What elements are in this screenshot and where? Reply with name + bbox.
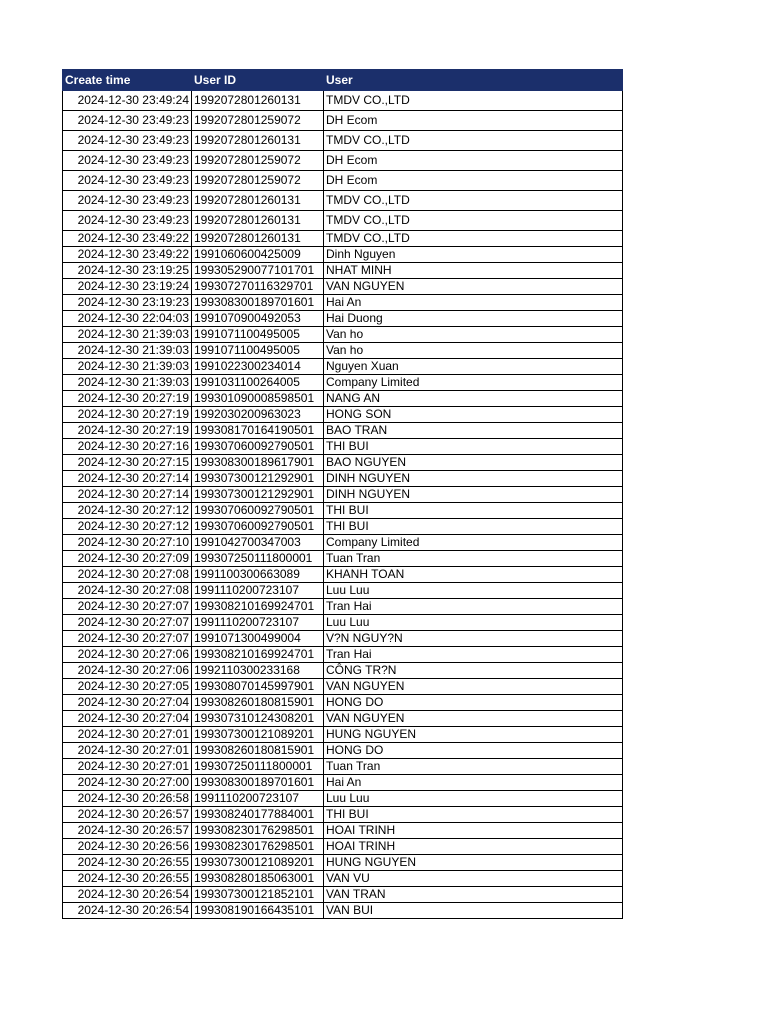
table-row[interactable] (63, 171, 623, 191)
table-row[interactable] (63, 327, 623, 343)
cell-create-time[interactable]: 2024-12-30 21:39:03 (63, 375, 192, 391)
column-header-user[interactable]: User (324, 70, 623, 91)
cell-user-id[interactable]: 1992072801259072 (192, 111, 324, 131)
cell-create-time[interactable]: 2024-12-30 22:04:03 (63, 311, 192, 327)
table-row[interactable] (63, 359, 623, 375)
cell-create-time[interactable]: 2024-12-30 23:19:23 (63, 295, 192, 311)
cell-user[interactable]: Hai An (324, 775, 623, 791)
table-row[interactable] (63, 471, 623, 487)
cell-create-time[interactable]: 2024-12-30 23:49:23 (63, 211, 192, 231)
table-row[interactable] (63, 647, 623, 663)
table-row[interactable] (63, 295, 623, 311)
cell-user-id[interactable]: 199307300121089201 (192, 855, 324, 871)
cell-user[interactable]: Tuan Tran (324, 759, 623, 775)
cell-user-id[interactable]: 199308260180815901 (192, 743, 324, 759)
cell-user-id[interactable]: 1992072801260131 (192, 91, 324, 111)
table-row[interactable] (63, 695, 623, 711)
table-row[interactable] (63, 759, 623, 775)
cell-user-id[interactable]: 1991100300663089 (192, 567, 324, 583)
cell-user[interactable]: HUNG NGUYEN (324, 855, 623, 871)
cell-user-id[interactable]: 1991110200723107 (192, 791, 324, 807)
cell-user[interactable]: Tuan Tran (324, 551, 623, 567)
cell-create-time[interactable]: 2024-12-30 20:27:06 (63, 647, 192, 663)
cell-user[interactable]: Tran Hai (324, 599, 623, 615)
table-row[interactable] (63, 855, 623, 871)
cell-user-id[interactable]: 1992110300233168 (192, 663, 324, 679)
table-row[interactable] (63, 727, 623, 743)
cell-user-id[interactable]: 1991071100495005 (192, 327, 324, 343)
cell-user-id[interactable]: 1992030200963023 (192, 407, 324, 423)
cell-user-id[interactable]: 1992072801260131 (192, 211, 324, 231)
cell-create-time[interactable]: 2024-12-30 23:49:23 (63, 151, 192, 171)
cell-user[interactable]: DH Ecom (324, 111, 623, 131)
cell-user[interactable]: TMDV CO.,LTD (324, 231, 623, 247)
cell-create-time[interactable]: 2024-12-30 20:26:57 (63, 823, 192, 839)
cell-user-id[interactable]: 1992072801260131 (192, 231, 324, 247)
cell-create-time[interactable]: 2024-12-30 20:26:54 (63, 887, 192, 903)
cell-create-time[interactable]: 2024-12-30 20:27:05 (63, 679, 192, 695)
cell-user[interactable]: HOAI TRINH (324, 839, 623, 855)
cell-create-time[interactable]: 2024-12-30 21:39:03 (63, 327, 192, 343)
cell-user-id[interactable]: 199308230176298501 (192, 823, 324, 839)
table-row[interactable] (63, 663, 623, 679)
cell-user-id[interactable]: 199307300121292901 (192, 487, 324, 503)
cell-create-time[interactable]: 2024-12-30 21:39:03 (63, 359, 192, 375)
cell-create-time[interactable]: 2024-12-30 20:27:08 (63, 567, 192, 583)
cell-create-time[interactable]: 2024-12-30 20:27:15 (63, 455, 192, 471)
cell-user[interactable]: THI BUI (324, 807, 623, 823)
cell-user[interactable]: Luu Luu (324, 615, 623, 631)
cell-user[interactable]: HONG DO (324, 695, 623, 711)
cell-user[interactable]: Luu Luu (324, 583, 623, 599)
cell-user[interactable]: DINH NGUYEN (324, 471, 623, 487)
cell-user[interactable]: DH Ecom (324, 171, 623, 191)
cell-create-time[interactable]: 2024-12-30 20:27:06 (63, 663, 192, 679)
cell-create-time[interactable]: 2024-12-30 23:49:24 (63, 91, 192, 111)
table-row[interactable] (63, 631, 623, 647)
cell-create-time[interactable]: 2024-12-30 20:27:04 (63, 695, 192, 711)
cell-user-id[interactable]: 199308170164190501 (192, 423, 324, 439)
table-row[interactable] (63, 151, 623, 171)
cell-user[interactable]: TMDV CO.,LTD (324, 191, 623, 211)
cell-create-time[interactable]: 2024-12-30 23:49:23 (63, 191, 192, 211)
cell-create-time[interactable]: 2024-12-30 20:26:54 (63, 903, 192, 919)
table-row[interactable] (63, 519, 623, 535)
cell-user-id[interactable]: 199308260180815901 (192, 695, 324, 711)
cell-user-id[interactable]: 199307250111800001 (192, 551, 324, 567)
cell-create-time[interactable]: 2024-12-30 20:27:00 (63, 775, 192, 791)
header-row (63, 70, 623, 91)
cell-create-time[interactable]: 2024-12-30 23:19:25 (63, 263, 192, 279)
cell-create-time[interactable]: 2024-12-30 20:27:08 (63, 583, 192, 599)
cell-user-id[interactable]: 199308300189701601 (192, 775, 324, 791)
cell-user[interactable]: DH Ecom (324, 151, 623, 171)
cell-user[interactable]: Luu Luu (324, 791, 623, 807)
cell-create-time[interactable]: 2024-12-30 20:27:14 (63, 471, 192, 487)
cell-create-time[interactable]: 2024-12-30 20:27:19 (63, 423, 192, 439)
cell-user[interactable]: VAN TRAN (324, 887, 623, 903)
cell-user[interactable]: TMDV CO.,LTD (324, 211, 623, 231)
cell-user-id[interactable]: 1991031100264005 (192, 375, 324, 391)
cell-create-time[interactable]: 2024-12-30 20:27:07 (63, 631, 192, 647)
cell-user[interactable]: DINH NGUYEN (324, 487, 623, 503)
column-header-create-time[interactable]: Create time (63, 70, 192, 91)
table-row[interactable] (63, 391, 623, 407)
cell-user[interactable]: VAN NGUYEN (324, 711, 623, 727)
cell-create-time[interactable]: 2024-12-30 23:49:22 (63, 247, 192, 263)
cell-user[interactable]: HONG SON (324, 407, 623, 423)
cell-create-time[interactable]: 2024-12-30 20:27:12 (63, 519, 192, 535)
cell-user[interactable]: BAO NGUYEN (324, 455, 623, 471)
cell-create-time[interactable]: 2024-12-30 20:27:01 (63, 727, 192, 743)
cell-user[interactable]: NANG AN (324, 391, 623, 407)
cell-create-time[interactable]: 2024-12-30 20:27:16 (63, 439, 192, 455)
table-row[interactable] (63, 551, 623, 567)
cell-user-id[interactable]: 1991071100495005 (192, 343, 324, 359)
cell-user-id[interactable]: 1991042700347003 (192, 535, 324, 551)
cell-create-time[interactable]: 2024-12-30 20:27:09 (63, 551, 192, 567)
cell-create-time[interactable]: 2024-12-30 20:26:55 (63, 855, 192, 871)
cell-create-time[interactable]: 2024-12-30 20:27:07 (63, 615, 192, 631)
cell-user-id[interactable]: 199307310124308201 (192, 711, 324, 727)
cell-user[interactable]: HONG DO (324, 743, 623, 759)
cell-user-id[interactable]: 199307300121852101 (192, 887, 324, 903)
table-row[interactable] (63, 887, 623, 903)
table-row[interactable] (63, 131, 623, 151)
table-row[interactable] (63, 583, 623, 599)
cell-create-time[interactable]: 2024-12-30 20:26:57 (63, 807, 192, 823)
cell-user[interactable]: TMDV CO.,LTD (324, 91, 623, 111)
table-row[interactable] (63, 823, 623, 839)
cell-user[interactable]: VAN NGUYEN (324, 279, 623, 295)
table-row[interactable] (63, 743, 623, 759)
cell-create-time[interactable]: 2024-12-30 20:27:19 (63, 407, 192, 423)
cell-create-time[interactable]: 2024-12-30 20:26:55 (63, 871, 192, 887)
cell-user-id[interactable]: 199301090008598501 (192, 391, 324, 407)
cell-user-id[interactable]: 199308240177884001 (192, 807, 324, 823)
table-row[interactable] (63, 567, 623, 583)
table-row[interactable] (63, 535, 623, 551)
table-row[interactable] (63, 311, 623, 327)
table-body (63, 91, 623, 919)
cell-create-time[interactable]: 2024-12-30 23:49:22 (63, 231, 192, 247)
table-row[interactable] (63, 91, 623, 111)
cell-user-id[interactable]: 199308300189617901 (192, 455, 324, 471)
table-row[interactable] (63, 439, 623, 455)
table-row[interactable] (63, 191, 623, 211)
table-row[interactable] (63, 263, 623, 279)
table-row[interactable] (63, 711, 623, 727)
cell-user-id[interactable]: 1991070900492053 (192, 311, 324, 327)
cell-user[interactable]: KHANH TOAN (324, 567, 623, 583)
table-row[interactable] (63, 503, 623, 519)
cell-create-time[interactable]: 2024-12-30 20:26:58 (63, 791, 192, 807)
cell-create-time[interactable]: 2024-12-30 20:27:01 (63, 743, 192, 759)
cell-user-id[interactable]: 199305290077101701 (192, 263, 324, 279)
cell-user-id[interactable]: 199308300189701601 (192, 295, 324, 311)
cell-user[interactable]: BAO TRAN (324, 423, 623, 439)
cell-create-time[interactable]: 2024-12-30 23:49:23 (63, 131, 192, 151)
cell-user-id[interactable]: 199307300121292901 (192, 471, 324, 487)
cell-user[interactable]: VAN NGUYEN (324, 679, 623, 695)
cell-user-id[interactable]: 199308210169924701 (192, 599, 324, 615)
table-row[interactable] (63, 407, 623, 423)
cell-create-time[interactable]: 2024-12-30 20:27:07 (63, 599, 192, 615)
cell-user[interactable]: CÔNG TR?N (324, 663, 623, 679)
table-row[interactable] (63, 423, 623, 439)
table-row[interactable] (63, 839, 623, 855)
table-row[interactable] (63, 111, 623, 131)
cell-user-id[interactable]: 1991071300499004 (192, 631, 324, 647)
cell-user-id[interactable]: 1991060600425009 (192, 247, 324, 263)
cell-user-id[interactable]: 1992072801259072 (192, 151, 324, 171)
cell-user-id[interactable]: 1991110200723107 (192, 583, 324, 599)
data-table (62, 69, 623, 919)
cell-user[interactable]: THI BUI (324, 439, 623, 455)
cell-user[interactable]: Nguyen Xuan (324, 359, 623, 375)
table-row[interactable] (63, 775, 623, 791)
cell-user-id[interactable]: 199307060092790501 (192, 503, 324, 519)
cell-user[interactable]: NHAT MINH (324, 263, 623, 279)
cell-create-time[interactable]: 2024-12-30 20:27:04 (63, 711, 192, 727)
cell-user[interactable]: VAN VU (324, 871, 623, 887)
cell-user-id[interactable]: 199308190166435101 (192, 903, 324, 919)
cell-user-id[interactable]: 199307250111800001 (192, 759, 324, 775)
cell-user[interactable]: Company Limited (324, 375, 623, 391)
table-row[interactable] (63, 615, 623, 631)
cell-create-time[interactable]: 2024-12-30 23:19:24 (63, 279, 192, 295)
table-row[interactable] (63, 807, 623, 823)
cell-create-time[interactable]: 2024-12-30 21:39:03 (63, 343, 192, 359)
cell-user-id[interactable]: 199308070145997901 (192, 679, 324, 695)
cell-user-id[interactable]: 1992072801259072 (192, 171, 324, 191)
cell-create-time[interactable]: 2024-12-30 20:27:10 (63, 535, 192, 551)
column-header-user-id[interactable]: User ID (192, 70, 324, 91)
cell-user[interactable]: Company Limited (324, 535, 623, 551)
cell-user[interactable]: Hai An (324, 295, 623, 311)
table-row[interactable] (63, 455, 623, 471)
table-row[interactable] (63, 679, 623, 695)
cell-create-time[interactable]: 2024-12-30 20:27:12 (63, 503, 192, 519)
cell-user[interactable]: HOAI TRINH (324, 823, 623, 839)
table-row[interactable] (63, 903, 623, 919)
table-row[interactable] (63, 211, 623, 231)
cell-user[interactable]: V?N NGUY?N (324, 631, 623, 647)
cell-user-id[interactable]: 199307060092790501 (192, 519, 324, 535)
table-row[interactable] (63, 871, 623, 887)
cell-user[interactable]: HUNG NGUYEN (324, 727, 623, 743)
cell-user-id[interactable]: 199307300121089201 (192, 727, 324, 743)
cell-create-time[interactable]: 2024-12-30 20:27:01 (63, 759, 192, 775)
cell-user-id[interactable]: 1991022300234014 (192, 359, 324, 375)
cell-user[interactable]: TMDV CO.,LTD (324, 131, 623, 151)
cell-user[interactable]: Dinh Nguyen (324, 247, 623, 263)
table-row[interactable] (63, 279, 623, 295)
cell-create-time[interactable]: 2024-12-30 20:27:19 (63, 391, 192, 407)
cell-user[interactable]: Hai Duong (324, 311, 623, 327)
cell-user-id[interactable]: 199307060092790501 (192, 439, 324, 455)
cell-create-time[interactable]: 2024-12-30 23:49:23 (63, 111, 192, 131)
cell-user[interactable]: THI BUI (324, 519, 623, 535)
cell-user[interactable]: Tran Hai (324, 647, 623, 663)
cell-user[interactable]: Van ho (324, 327, 623, 343)
cell-user[interactable]: THI BUI (324, 503, 623, 519)
cell-user[interactable]: VAN BUI (324, 903, 623, 919)
table-row[interactable] (63, 247, 623, 263)
table-row[interactable] (63, 487, 623, 503)
cell-user[interactable]: Van ho (324, 343, 623, 359)
table-row[interactable] (63, 231, 623, 247)
cell-user-id[interactable]: 1992072801260131 (192, 131, 324, 151)
cell-create-time[interactable]: 2024-12-30 23:49:23 (63, 171, 192, 191)
table-row[interactable] (63, 343, 623, 359)
cell-user-id[interactable]: 199308230176298501 (192, 839, 324, 855)
cell-create-time[interactable]: 2024-12-30 20:26:56 (63, 839, 192, 855)
cell-user-id[interactable]: 199308280185063001 (192, 871, 324, 887)
cell-user-id[interactable]: 1991110200723107 (192, 615, 324, 631)
cell-user-id[interactable]: 1992072801260131 (192, 191, 324, 211)
table-row[interactable] (63, 375, 623, 391)
cell-user-id[interactable]: 199307270116329701 (192, 279, 324, 295)
table-row[interactable] (63, 599, 623, 615)
cell-user-id[interactable]: 199308210169924701 (192, 647, 324, 663)
table-row[interactable] (63, 791, 623, 807)
cell-create-time[interactable]: 2024-12-30 20:27:14 (63, 487, 192, 503)
